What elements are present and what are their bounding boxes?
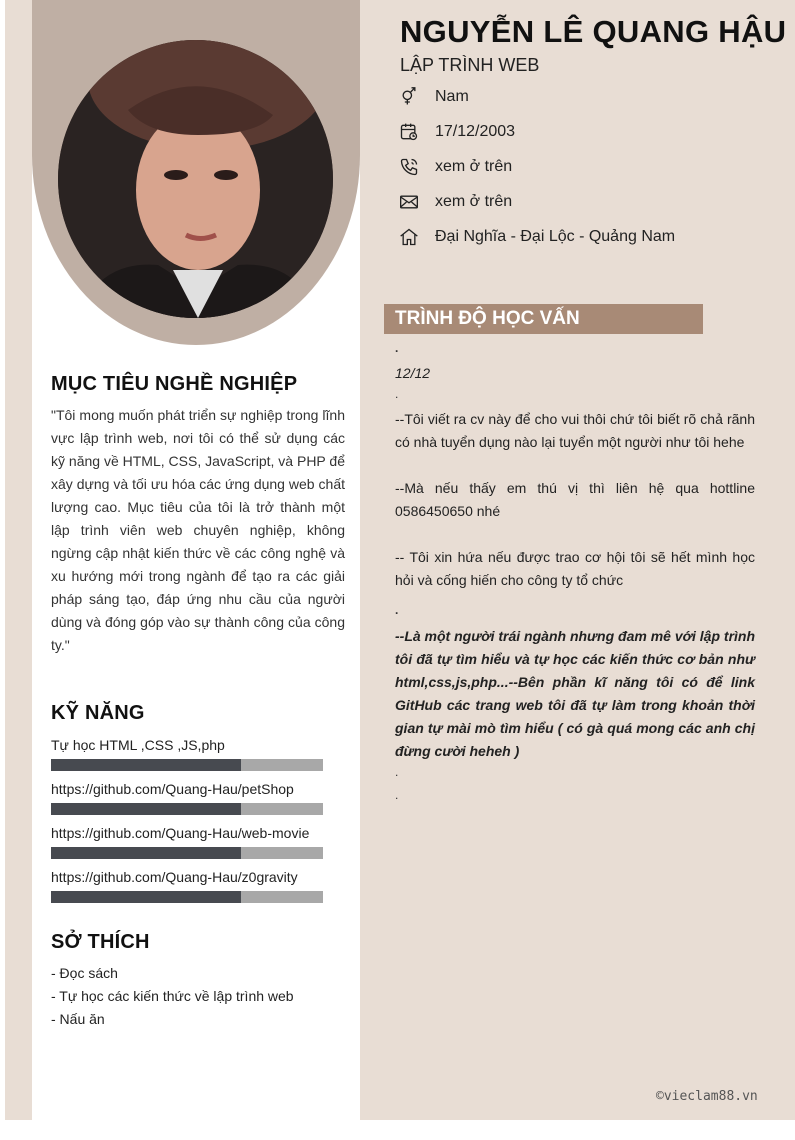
contact-gender [398,85,469,109]
watermark: ©vieclam88.vn [656,1089,758,1104]
skill-item [51,825,323,859]
job-title: LẬP TRÌNH WEB [400,55,540,75]
home-icon [398,226,420,248]
hobbies-list [51,962,294,1031]
calendar-icon [398,121,420,143]
education-paragraph: --Mà nếu thấy em thú vị thì liên hệ qua hottline 0586450650 nhé [395,480,755,519]
education-paragraph: --Tôi viết ra cv này để cho vui thôi chứ tôi biết rõ chả rãnh có nhà tuyển dụng nào lại tuyển một người như tôi hehe [395,411,755,450]
skill-bar-fill [51,891,241,903]
education-date: 12/12 [395,365,431,381]
education-title: TRÌNH ĐỘ HỌC VẤN [384,304,703,334]
hobbies-title: SỞ THÍCH [51,931,150,953]
email-icon [398,191,420,213]
bullet-dot: . [395,387,399,401]
contact-text: 17/12/2003 [435,123,516,140]
avatar [58,40,333,318]
skill-link[interactable]: https://github.com/Quang-Hau/petShop [51,781,294,797]
candidate-name: NGUYỄN LÊ QUANG HẬU [400,14,787,49]
skill-bar-fill [51,803,241,815]
skills-title: KỸ NĂNG [51,702,145,724]
skill-link[interactable]: https://github.com/Quang-Hau/web-movie [51,825,310,841]
contact-address [398,225,676,249]
bullet-dot: . [395,788,399,802]
education-paragraph: --Là một người trái ngành nhưng đam mê với lập trình tôi đã tự tìm hiểu và tự học các kiến thức cơ bản như html,css,js,php...--Bên phần kĩ năng tôi có để link GitHub các trang web tôi đã tự làm trong khoản thời gian tự mài mò tìm hiểu ( có gà quá mong các anh chị đừng cười heheh ) [395,628,756,759]
skill-item [51,869,323,903]
contact-birthday [398,120,516,144]
contact-phone [398,155,513,179]
skill-name: Tự học HTML ,CSS ,JS,php [51,737,225,753]
bullet-dot: . [395,341,399,355]
hobby-item: - Tự học các kiến thức về lập trình web [51,988,294,1004]
bullet-dot: . [395,765,399,779]
skill-bar [51,847,323,859]
skill-bar [51,891,323,903]
education-paragraph: -- Tôi xin hứa nếu được trao cơ hội tôi sẽ hết mình học hỏi và cống hiến cho công ty tổ chức [395,549,755,588]
skill-bar-fill [51,759,241,771]
hobby-item: - Đọc sách [51,965,118,981]
skill-bar [51,803,323,815]
skill-bar-fill [51,847,241,859]
bullet-dot: . [395,603,399,617]
objective-text: "Tôi mong muốn phát triển sự nghiệp trong lĩnh vực lập trình web, nơi tôi có thể sử dụng các kỹ năng về HTML, CSS, JavaScript, và PHP để xây dựng và tối ưu hóa các ứng dụng web chất lượng cao. Mục tiêu của tôi là trở thành một lập trình viên web chuyên nghiệp, không ngừng cập nhật kiến thức về các công nghệ và xu hướng mới trong ngành để tạo ra các giải pháp sáng tạo, đáp ứng nhu cầu của người dùng và đóng góp vào sự thành công của công ty." [51,407,345,653]
skill-link[interactable]: https://github.com/Quang-Hau/z0gravity [51,869,298,885]
gender-icon [398,86,420,108]
skill-bar [51,759,323,771]
contact-text: xem ở trên [435,193,513,210]
skill-item [51,737,323,771]
contact-text: xem ở trên [435,158,513,175]
skill-item [51,781,323,815]
contact-text: Nam [435,88,469,105]
contact-email [398,190,513,214]
phone-icon [398,156,420,178]
contact-text: Đại Nghĩa - Đại Lộc - Quảng Nam [435,228,676,245]
hobby-item: - Nấu ăn [51,1011,105,1027]
objective-title: MỤC TIÊU NGHỀ NGHIỆP [51,373,298,395]
avatar-photo [58,40,333,318]
